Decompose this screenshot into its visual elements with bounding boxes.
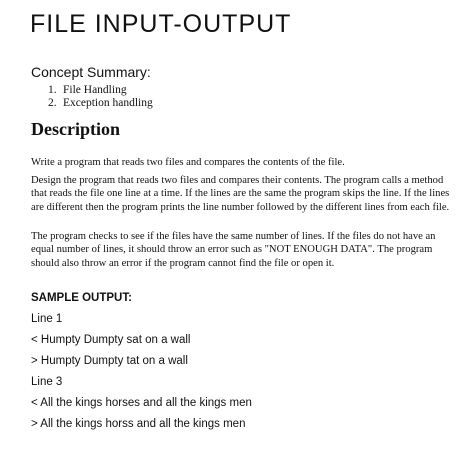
sample-output-line: > Humpty Dumpty tat on a wall — [31, 355, 188, 367]
sample-output-line: > All the kings horss and all the kings men — [31, 418, 246, 430]
list-item-number: 1. — [48, 84, 57, 96]
sample-output-heading: SAMPLE OUTPUT: — [31, 292, 132, 304]
description-paragraph-1: Write a program that reads two files and compares the contents of the file. — [31, 157, 345, 168]
concept-summary-heading: Concept Summary: — [31, 64, 151, 80]
description-paragraph-3: The program checks to see if the files have the same number of lines. If the files do not have an equal number of lines, it should throw an error such as "NOT ENOUGH DATA". The program should also throw an error if the program cannot find the file or open it. — [31, 231, 436, 269]
document-title: FILE INPUT-OUTPUT — [30, 10, 292, 38]
description-heading: Description — [31, 119, 120, 139]
sample-output-line: Line 3 — [31, 376, 63, 388]
concept-summary-list — [48, 84, 153, 110]
list-item-text: Exception handling — [63, 97, 153, 109]
list-item — [48, 84, 153, 97]
sample-output-line: Line 1 — [31, 313, 63, 325]
list-item-text: File Handling — [63, 84, 127, 96]
list-item-number: 2. — [48, 97, 57, 109]
list-item — [48, 97, 153, 110]
sample-output-line: < All the kings horses and all the kings men — [31, 397, 252, 409]
sample-output-line: < Humpty Dumpty sat on a wall — [31, 334, 191, 346]
description-paragraph-2: Design the program that reads two files and compares their contents. The program calls a method that reads the file one line at a time. If the lines are the same the program skips the line. If the lines are different then the program prints the line number followed by the different lines from each file. — [31, 175, 450, 213]
